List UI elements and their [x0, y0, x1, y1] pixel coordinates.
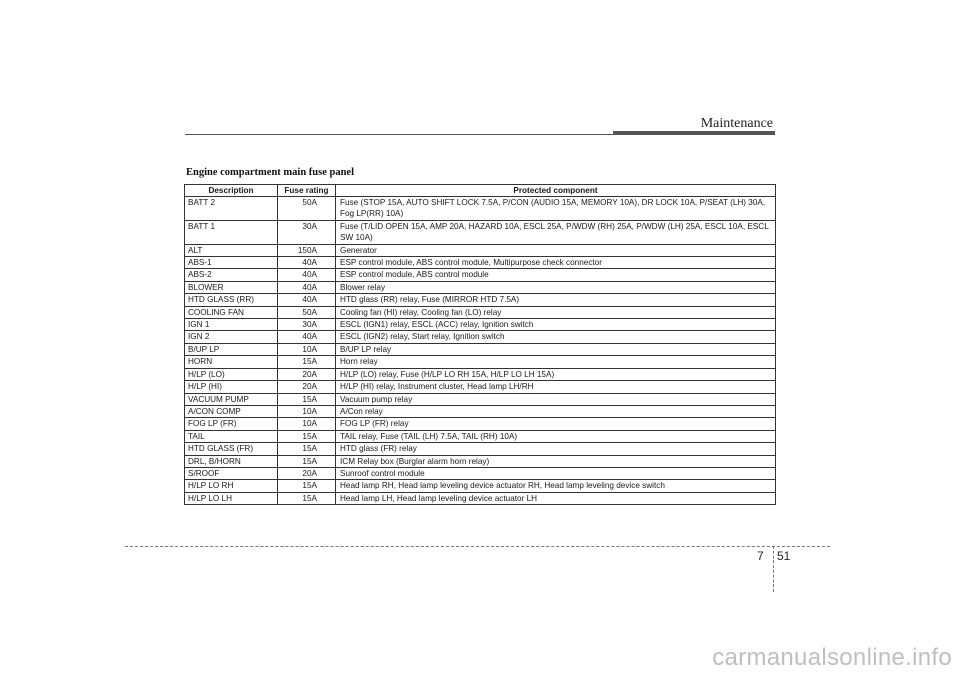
cell-description: HTD GLASS (RR): [185, 294, 278, 306]
fuse-table: [184, 184, 776, 505]
header-title: Maintenance: [700, 116, 773, 131]
cell-protected-component: B/UP LP relay: [336, 343, 776, 355]
cell-fuse-rating: 15A: [278, 393, 336, 405]
cell-protected-component: ICM Relay box (Burglar alarm horn relay): [336, 455, 776, 467]
cell-description: IGN 1: [185, 319, 278, 331]
cell-fuse-rating: 15A: [278, 443, 336, 455]
table-row: [185, 331, 776, 343]
cell-protected-component: ESCL (IGN1) relay, ESCL (ACC) relay, Ignition switch: [336, 319, 776, 331]
table-header-row: [185, 185, 776, 197]
cell-fuse-rating: 20A: [278, 368, 336, 380]
cell-description: B/UP LP: [185, 343, 278, 355]
cell-protected-component: Horn relay: [336, 356, 776, 368]
cell-fuse-rating: 10A: [278, 418, 336, 430]
column-header-protected-component: Protected component: [336, 185, 776, 197]
cell-protected-component: H/LP (HI) relay, Instrument cluster, Head lamp LH/RH: [336, 381, 776, 393]
cell-description: ALT: [185, 244, 278, 256]
cell-fuse-rating: 20A: [278, 381, 336, 393]
cell-fuse-rating: 50A: [278, 306, 336, 318]
cell-fuse-rating: 20A: [278, 467, 336, 479]
cell-fuse-rating: 15A: [278, 356, 336, 368]
column-header-description: Description: [185, 185, 278, 197]
table-row: [185, 443, 776, 455]
cell-description: H/LP (LO): [185, 368, 278, 380]
cell-protected-component: Cooling fan (HI) relay, Cooling fan (LO) relay: [336, 306, 776, 318]
cell-description: S/ROOF: [185, 467, 278, 479]
table-row: [185, 405, 776, 417]
cell-protected-component: Blower relay: [336, 281, 776, 293]
cell-protected-component: TAIL relay, Fuse (TAIL (LH) 7.5A, TAIL (RH) 10A): [336, 430, 776, 442]
table-row: [185, 281, 776, 293]
table-row: [185, 306, 776, 318]
cell-description: COOLING FAN: [185, 306, 278, 318]
table-row: [185, 430, 776, 442]
table-row: [185, 368, 776, 380]
table-row: [185, 455, 776, 467]
cell-description: ABS-2: [185, 269, 278, 281]
cell-protected-component: Head lamp LH, Head lamp leveling device actuator LH: [336, 492, 776, 504]
cell-fuse-rating: 10A: [278, 343, 336, 355]
cell-fuse-rating: 15A: [278, 430, 336, 442]
table-row: [185, 319, 776, 331]
fuse-table-body: [185, 197, 776, 505]
header-accent-bar: [613, 131, 775, 135]
cell-fuse-rating: 40A: [278, 331, 336, 343]
cell-protected-component: ESP control module, ABS control module, Multipurpose check connector: [336, 257, 776, 269]
cell-fuse-rating: 40A: [278, 281, 336, 293]
cell-description: A/CON COMP: [185, 405, 278, 417]
table-row: [185, 220, 776, 244]
cell-description: HTD GLASS (FR): [185, 443, 278, 455]
footer-dashed-rule: [125, 546, 830, 547]
table-row: [185, 356, 776, 368]
cell-fuse-rating: 30A: [278, 220, 336, 244]
cell-fuse-rating: 15A: [278, 455, 336, 467]
cell-description: DRL, B/HORN: [185, 455, 278, 467]
cell-protected-component: Generator: [336, 244, 776, 256]
cell-fuse-rating: 40A: [278, 257, 336, 269]
cell-fuse-rating: 15A: [278, 492, 336, 504]
cell-protected-component: ESCL (IGN2) relay, Start relay, Ignition switch: [336, 331, 776, 343]
table-row: [185, 467, 776, 479]
cell-description: ABS-1: [185, 257, 278, 269]
cell-protected-component: FOG LP (FR) relay: [336, 418, 776, 430]
table-row: [185, 269, 776, 281]
table-row: [185, 381, 776, 393]
table-row: [185, 418, 776, 430]
table-row: [185, 393, 776, 405]
cell-fuse-rating: 150A: [278, 244, 336, 256]
cell-fuse-rating: 40A: [278, 269, 336, 281]
cell-description: H/LP (HI): [185, 381, 278, 393]
cell-description: TAIL: [185, 430, 278, 442]
column-header-fuse-rating: Fuse rating: [278, 185, 336, 197]
table-row: [185, 244, 776, 256]
chapter-number: 7: [757, 549, 764, 563]
table-row: [185, 343, 776, 355]
cell-protected-component: Vacuum pump relay: [336, 393, 776, 405]
cell-protected-component: Sunroof control module: [336, 467, 776, 479]
cell-fuse-rating: 30A: [278, 319, 336, 331]
cell-description: FOG LP (FR): [185, 418, 278, 430]
table-row: [185, 480, 776, 492]
cell-protected-component: Fuse (STOP 15A, AUTO SHIFT LOCK 7.5A, P/CON (AUDIO 15A, MEMORY 10A), DR LOCK 10A, P/SEAT (LH) 30A, Fog LP(RR) 10A): [336, 197, 776, 221]
page-number-separator: [773, 546, 774, 592]
cell-description: BLOWER: [185, 281, 278, 293]
cell-description: HORN: [185, 356, 278, 368]
watermark: carmanualsonline.info: [712, 644, 952, 671]
cell-fuse-rating: 40A: [278, 294, 336, 306]
cell-protected-component: H/LP (LO) relay, Fuse (H/LP LO RH 15A, H/LP LO LH 15A): [336, 368, 776, 380]
cell-description: H/LP LO RH: [185, 480, 278, 492]
cell-description: VACUUM PUMP: [185, 393, 278, 405]
table-row: [185, 294, 776, 306]
page-number: 51: [777, 549, 791, 563]
cell-protected-component: HTD glass (RR) relay, Fuse (MIRROR HTD 7.5A): [336, 294, 776, 306]
table-row: [185, 492, 776, 504]
cell-description: BATT 2: [185, 197, 278, 221]
cell-fuse-rating: 15A: [278, 480, 336, 492]
cell-protected-component: HTD glass (FR) relay: [336, 443, 776, 455]
cell-protected-component: Fuse (T/LID OPEN 15A, AMP 20A, HAZARD 10A, ESCL 25A, P/WDW (RH) 25A, P/WDW (LH) 25A, ESCL 10A, ESCL SW 10A): [336, 220, 776, 244]
table-row: [185, 257, 776, 269]
cell-fuse-rating: 50A: [278, 197, 336, 221]
cell-protected-component: Head lamp RH, Head lamp leveling device actuator RH, Head lamp leveling device switch: [336, 480, 776, 492]
section-title: Engine compartment main fuse panel: [186, 167, 354, 178]
cell-description: BATT 1: [185, 220, 278, 244]
cell-description: IGN 2: [185, 331, 278, 343]
cell-fuse-rating: 10A: [278, 405, 336, 417]
cell-protected-component: A/Con relay: [336, 405, 776, 417]
cell-description: H/LP LO LH: [185, 492, 278, 504]
table-row: [185, 197, 776, 221]
cell-protected-component: ESP control module, ABS control module: [336, 269, 776, 281]
